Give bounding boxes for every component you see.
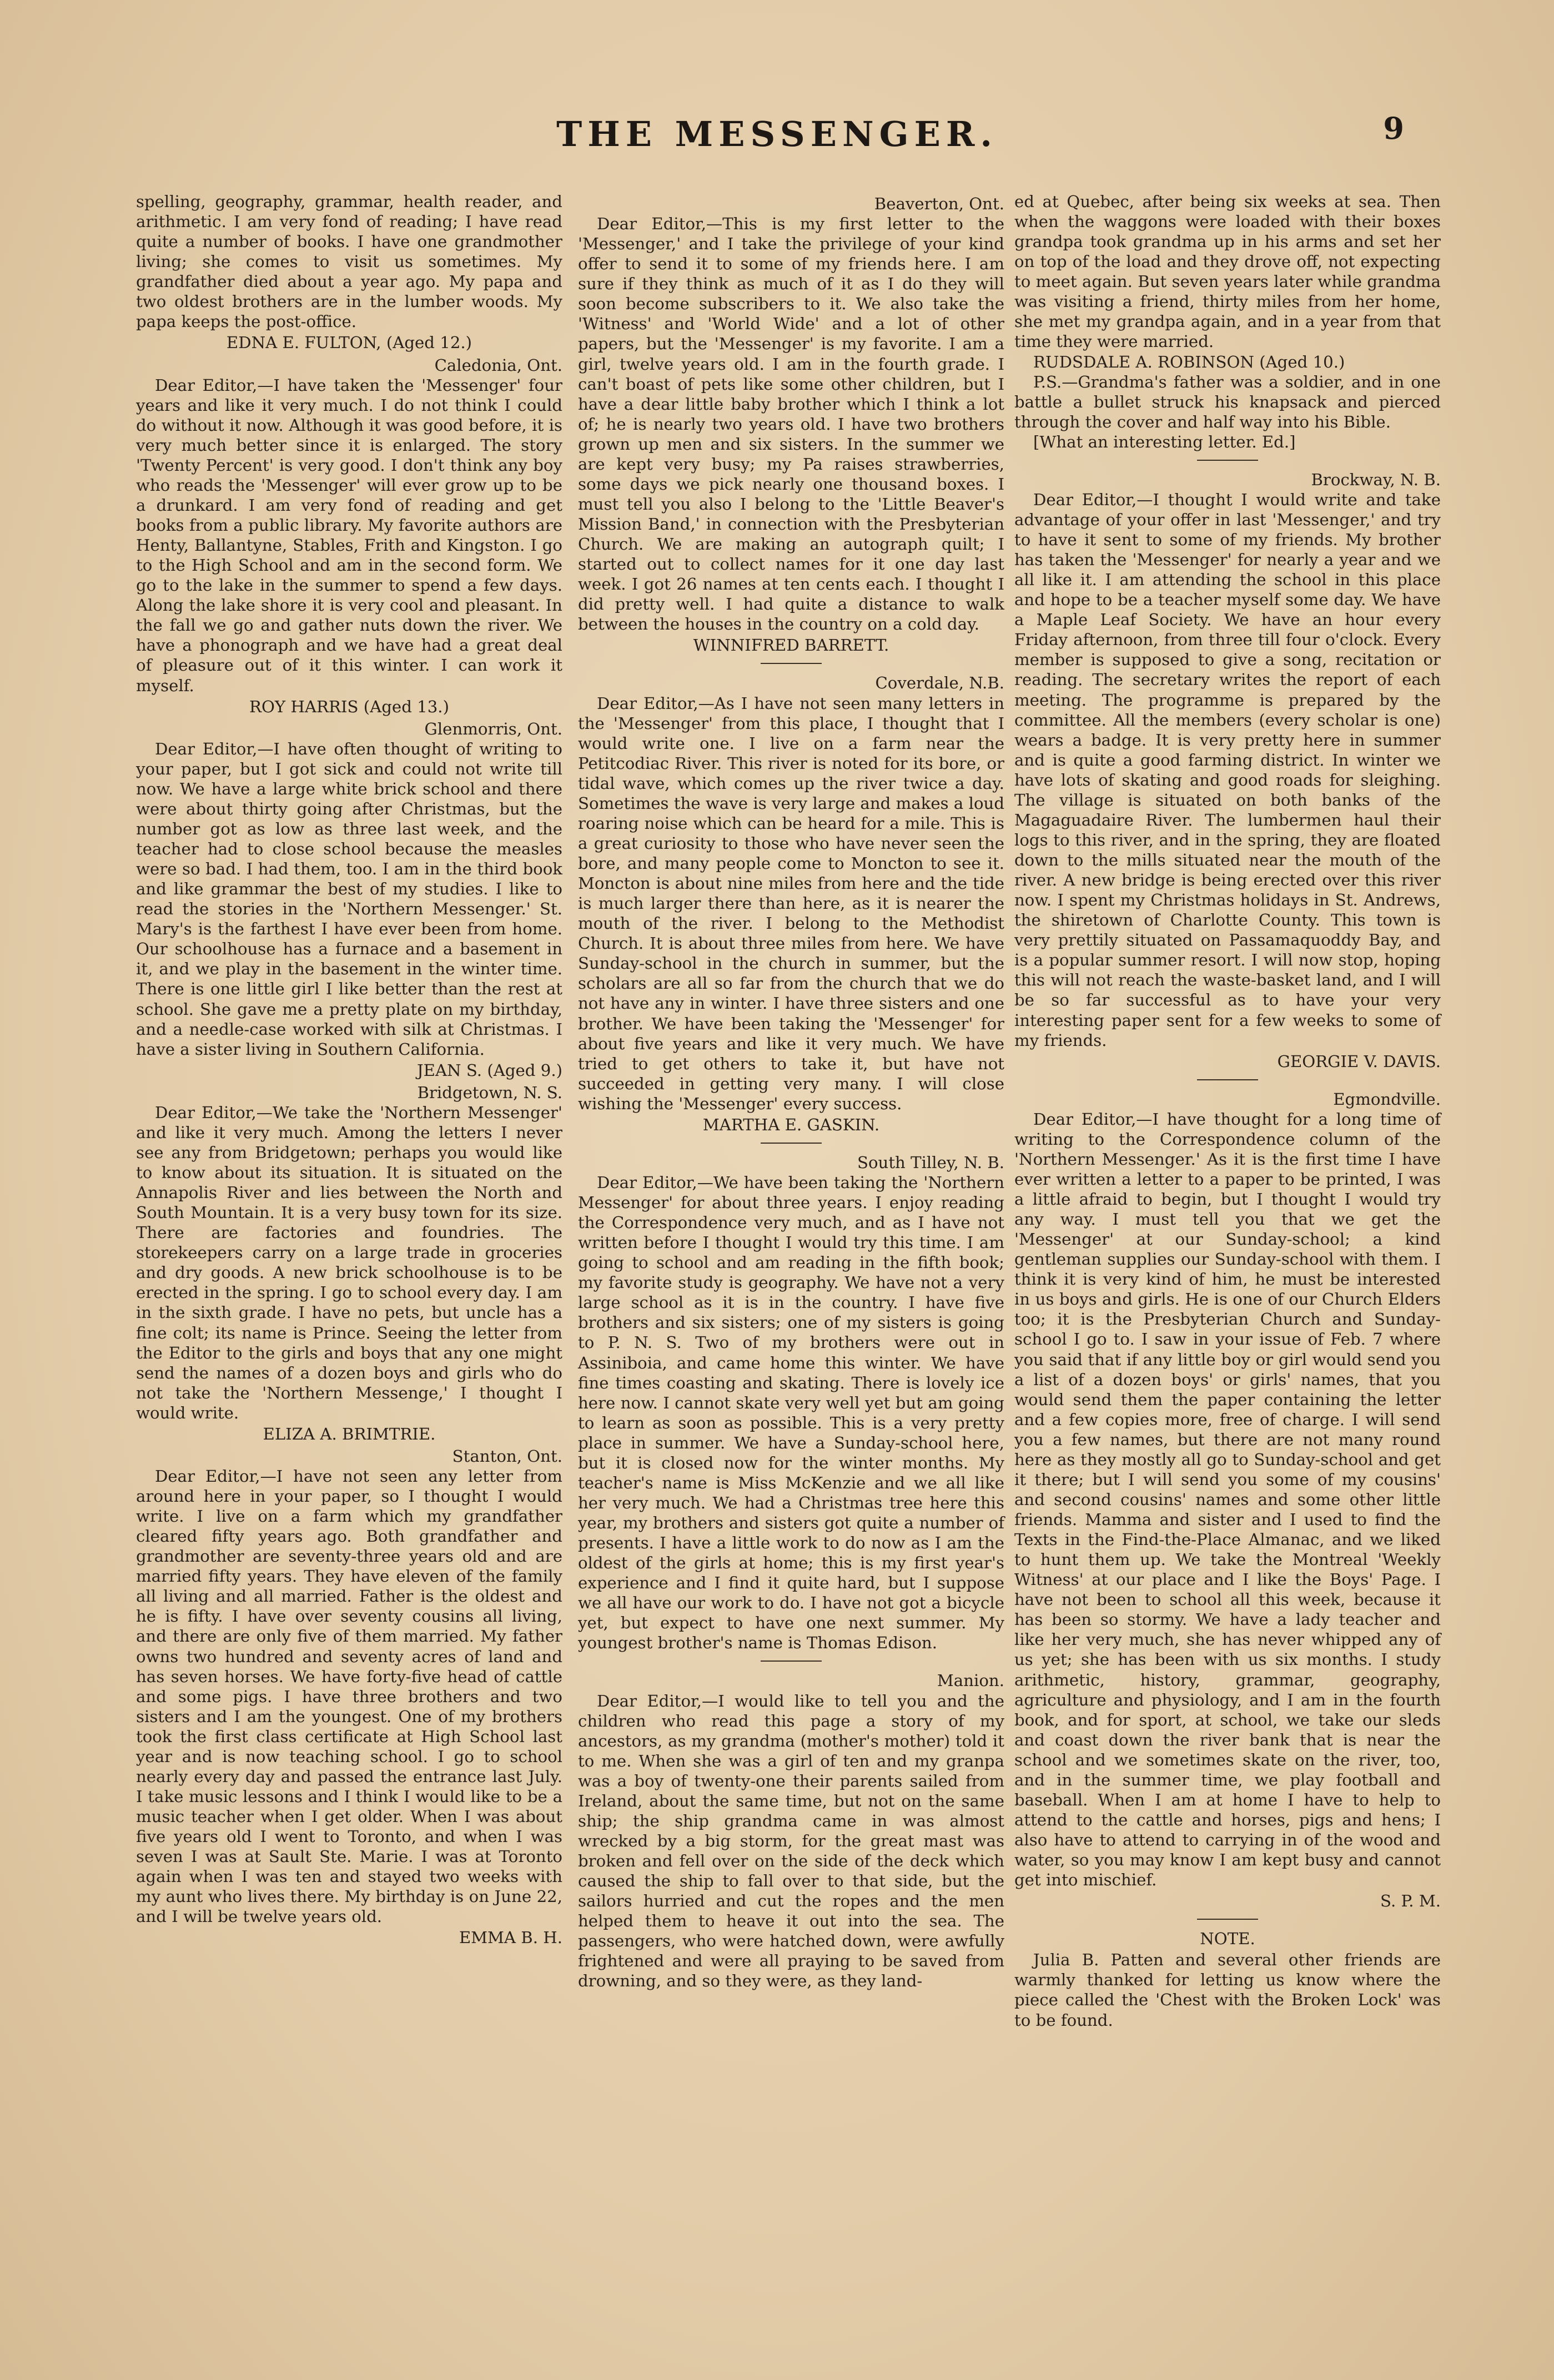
letter-place: Bridgetown, N. S. bbox=[417, 1083, 562, 1102]
letter-body: Dear Editor,—I have not seen any letter from around here in your paper, so I thought I would write. I live on a farm which my grandfather cleared fifty years ago. Both grandfather and grandmother are seventy-three years old and are married fifty years. They have eleven of the family all living and all married. Father is the oldest and he is fifty. I have over seventy cousins all living, and there are only five of them married. My father owns two hundred and seventy acres of land and has seven horses. We have forty-five head of cattle and some pigs. I have three brothers and two sisters and I am the youngest. One of my brothers took the first class certificate at High School last year and is now teaching school. I go to school nearly every day and passed the entrance last July. I take music lessons and I think I would like to be a music teacher when I get older. When I was about five years old I went to Toronto, and when I was seven I was at Sault Ste. Marie. I was at Toronto again when I was ten and stayed two weeks with my aunt who lives there. My birthday is on June 22, and I will be twelve years old. bbox=[136, 1466, 562, 1926]
signature: WINNIFRED BARRETT. bbox=[693, 636, 889, 655]
letter-place: Manion. bbox=[937, 1671, 1004, 1690]
signature: ROY HARRIS (Aged 13.) bbox=[249, 697, 449, 716]
column-2 bbox=[578, 192, 1004, 1991]
divider bbox=[1197, 1079, 1258, 1080]
column-1 bbox=[136, 192, 562, 1948]
letter-body: Dear Editor,—I have taken the 'Messenger' four years and like it very much. I do not think I could do without it now. Although it was good before, it is very much better since it is enlarged. The story 'Twenty Percent' is very good. I don't think any boy who reads the 'Messenger' will ever grow up to be a drunkard. I am very fond of reading and get books from a public library. My favorite authors are Henty, Ballantyne, Stables, Frith and Kingston. I go to the High School and am in the second form. We go to the lake in the summer to spend a few days. Along the lake shore it is very cool and pleasant. In the fall we go and gather nuts down the river. We have a phonograph and we have had a great deal of pleasure out of it this winter. I can work it myself. bbox=[136, 375, 562, 695]
divider bbox=[1197, 1919, 1258, 1920]
editor-note: [What an interesting letter. Ed.] bbox=[1033, 432, 1296, 451]
letter-place: Coverdale, N.B. bbox=[875, 673, 1004, 693]
page-header bbox=[0, 110, 1554, 180]
letter-body: Dear Editor,—I have thought for a long time of writing to the Correspondence column of the 'Northern Messenger.' As it is the first time I have ever written a letter to a paper to be printed, I was a little afraid to begin, but I thought I would try any way. I must tell you that we get the 'Messenger' at our Sunday-school; a kind gentleman supplies our Sunday-school with them. I think it is very kind of him, he must be interested in us boys and girls. He is one of our Church Elders too; it is the Presbyterian Church and Sunday-school I go to. I saw in your issue of Feb. 7 where you said that if any little boy or girl would send you a list of a dozen boys' or girls' names, that you would send them the paper containing the letter and a few copies more, free of charge. I will send you a few names, but there are not many round here as they mostly all go to Sunday-school and get it there; but I will send you some of my cousins' and second cousins' names and some other little friends. Mamma and sister and I used to find the Texts in the Find-the-Place Almanac, and we liked to hunt them up. We take the Montreal 'Weekly Witness' at our place and I like the Boys' Page. I have not been to school all this week, because it has been so stormy. We have a lady teacher and like her very much, she has never whipped any of us yet; she has been with us six months. I study arithmetic, history, grammar, geography, agriculture and physiology, and I am in the fourth book, and for sport, at school, we take our sleds and coast down the river bank that is near the school and we sometimes skate on the river, too, and in the summer time, we play football and baseball. When I am at home I have to help to attend to the cattle and horses, pigs and hens; I also have to attend to carrying in of the wood and water, so you may know I am kept busy and cannot get into mischief. bbox=[1014, 1109, 1441, 1890]
letter-body: Dear Editor,—We have been taking the 'Northern Messenger' for about three years. I enjoy reading the Correspondence very much, and as I have not written before I thought I would try this time. I am going to school and am reading in the fifth book; my favorite study is geography. We have not a very large school as it is in the country. I have five brothers and six sisters; one of my sisters is going to P. N. S. Two of my brothers were out in Assiniboia, and came home this winter. We have fine times coasting and skating. There is lovely ice here now. I cannot skate very well yet but am going to learn as soon as possible. This is a very pretty place in summer. We have a Sunday-school here, but it is closed now for the winter months. My teacher's name is Miss McKenzie and we all like her very much. We had a Christmas tree here this year, my brothers and sisters got quite a number of presents. I have a little work to do now as I am the oldest of the girls at home; this is my first year's experience and I find it quite hard, but I suppose we all have our work to do. I have not got a bicycle yet, but expect to have one next summer. My youngest brother's name is Thomas Edison. bbox=[578, 1173, 1004, 1653]
note-body: Julia B. Patten and several other friends are warmly thanked for letting us know where the piece called the 'Chest with the Broken Lock' was to be found. bbox=[1014, 1950, 1441, 2030]
signature: EMMA B. H. bbox=[459, 1928, 562, 1948]
page-number: 9 bbox=[1383, 110, 1404, 146]
signature: JEAN S. (Aged 9.) bbox=[416, 1060, 562, 1080]
letter-place: Beaverton, Ont. bbox=[874, 194, 1004, 213]
divider bbox=[761, 1143, 822, 1144]
divider bbox=[1197, 460, 1258, 461]
signature: EDNA E. FULTON, (Aged 12.) bbox=[226, 333, 472, 353]
letter-place: Brockway, N. B. bbox=[1311, 470, 1441, 489]
letter-body: Dear Editor,—I thought I would write and take advantage of your offer in last 'Messenger,' and try to have it sent to some of my friends. My brother has taken the 'Messenger' for nearly a year and we all like it. I am attending the school in this place and hope to be a teacher myself some day. We have a Maple Leaf Society. We have an hour every Friday afternoon, from three till four o'clock. Every member is supposed to give a song, recitation or reading. The secretary writes the report of each meeting. The programme is prepared by the committee. All the members (every scholar is one) wears a badge. It is very pretty here in summer and is quite a good farming district. In winter we have lots of skating and good roads for sleighing. The village is situated on both banks of the Magaguadaire River. The lumbermen haul their logs to this river, and in the spring, they are floated down to the mills situated near the mouth of the river. A new bridge is being erected over this river now. I spent my Christmas holidays in St. Andrews, the shiretown of Charlotte County. This town is very prettily situated on Passamaquoddy Bay, and is a popular summer resort. I will now stop, hoping this will not reach the waste-basket land, and I will be so far successful as to have your very interesting paper sent for a few weeks to some of my friends. bbox=[1014, 490, 1441, 1050]
letter-place: Egmondville. bbox=[1333, 1089, 1441, 1109]
signature: RUDSDALE A. ROBINSON (Aged 10.) bbox=[1033, 352, 1345, 371]
letter-place: Caledonia, Ont. bbox=[434, 355, 562, 375]
letter-place: Glenmorris, Ont. bbox=[424, 719, 562, 738]
newspaper-title: THE MESSENGER. bbox=[556, 114, 998, 154]
postscript: P.S.—Grandma's father was a soldier, and in one battle a bullet struck his knapsack and pierced through the cover and half way into his Bible. bbox=[1014, 372, 1441, 431]
letter-body: Dear Editor,—This is my first letter to the 'Messenger,' and I take the privilege of your kind offer to send it to some of my friends here. I am sure if they think as much of it as I do they will soon become subscribers to it. We also take the 'Witness' and 'World Wide' and a lot of other papers, but the 'Messenger' is my favorite. I am a girl, twelve years old. I am in the fourth grade. I can't boast of pets like some other children, but I have a dear little baby brother which I think a lot of; he is nearly two years old. I have two brothers grown up men and six sisters. In the summer we are kept very busy; my Pa raises strawberries, some days we pick nearly one thousand boxes. I must tell you also I belong to the 'Little Beaver's Mission Band,' in connection with the Presbyterian Church. We are making an autograph quilt; I started out to collect names for it one day last week. I got 26 names at ten cents each. I thought I did pretty well. I had quite a distance to walk between the houses in the country on a cold day. bbox=[578, 214, 1004, 634]
letter-body: Dear Editor,—As I have not seen many letters in the 'Messenger' from this place, I thought that I would write one. I live on a farm near the Petitcodiac River. This river is noted for its bore, or tidal wave, which comes up the river twice a day. Sometimes the wave is very large and makes a loud roaring noise which can be heard for a mile. This is a great curiosity to those who have never seen the bore, and many people come to Moncton to see it. Moncton is about nine miles from here and the tide is much larger there than here, as it is nearer the mouth of the river. I belong to the Methodist Church. It is about three miles from here. We have Sunday-school in the church in summer, but the scholars are all so far from the church that we do not have any in winter. I have three sisters and one brother. We have been taking the 'Messenger' for about five years and like it very much. We have tried to get others to take it, but have not succeeded in getting very many. I will close wishing the 'Messenger' every success. bbox=[578, 693, 1004, 1113]
divider bbox=[761, 663, 822, 664]
letter-continuation: ed at Quebec, after being six weeks at sea. Then when the waggons were loaded with their boxes grandpa took grandma up in his arms and set her on top of the load and they drove off, not expecting to meet again. But seven years later while grandma was visiting a friend, thirty miles from her home, she met my grandpa again, and in a year from that time they were married. bbox=[1014, 192, 1441, 351]
signature: S. P. M. bbox=[1380, 1891, 1441, 1911]
signature: GEORGIE V. DAVIS. bbox=[1277, 1051, 1441, 1071]
signature: ELIZA A. BRIMTRIE. bbox=[263, 1424, 436, 1443]
signature: MARTHA E. GASKIN. bbox=[702, 1115, 880, 1134]
column-3 bbox=[1014, 192, 1441, 2030]
note-heading: NOTE. bbox=[1200, 1929, 1255, 1949]
letter-body: Dear Editor,—I would like to tell you and the children who read this page a story of my ancestors, as my grandma (mother's mother) told it to me. When she was a girl of ten and my granpa was a boy of twenty-one their parents sailed from Ireland, about the same time, but not on the same ship; the ship grandma came in was almost wrecked by a big storm, for the great mast was broken and fell over on the side of the deck which caused the ship to fall over to that side, but the sailors hurried and cut the ropes and the men helped them to heave it out into the sea. The passengers, who were hatched down, were awfully frightened and were all praying to be saved from drowning, and so they were, as they land- bbox=[578, 1691, 1004, 1991]
letter-body: Dear Editor,—I have often thought of writing to your paper, but I got sick and could not write till now. We have a large white brick school and there were about thirty going after Christmas, but the number got as low as three last week, and the teacher had to close school because the measles were so bad. I had them, too. I am in the third book and like grammar the best of my studies. I like to read the stories in the 'Northern Messenger.' St. Mary's is the farthest I have ever been from home. Our schoolhouse has a furnace and a basement in it, and we play in the basement in the winter time. There is one little girl I like better than the rest at school. She gave me a pretty plate on my birthday, and a needle-case worked with silk at Christmas. I have a sister living in Southern California. bbox=[136, 739, 562, 1059]
letter-continuation: spelling, geography, grammar, health reader, and arithmetic. I am very fond of reading; I have read quite a number of books. I have one grandmother living; she comes to visit us sometimes. My grandfather died about a year ago. My papa and two oldest brothers are in the lumber woods. My papa keeps the post-office. bbox=[136, 192, 562, 331]
letter-body: Dear Editor,—We take the 'Northern Messenger' and like it very much. Among the letters I never see any from Bridgetown; perhaps you would like to know about its situation. It is situated on the Annapolis River and lies between the North and South Mountain. It is a very busy town for its size. There are factories and foundries. The storekeepers carry on a large trade in groceries and dry goods. A new brick schoolhouse is to be erected in the spring. I go to school every day. I am in the sixth grade. I have no pets, but uncle has a fine colt; its name is Prince. Seeing the letter from the Editor to the girls and boys that any one might send the names of a dozen boys and girls who do not take the 'Northern Messenge,' I thought I would write. bbox=[136, 1103, 562, 1422]
letter-place: Stanton, Ont. bbox=[452, 1446, 562, 1466]
letter-place: South Tilley, N. B. bbox=[857, 1153, 1004, 1172]
divider bbox=[761, 1661, 822, 1662]
